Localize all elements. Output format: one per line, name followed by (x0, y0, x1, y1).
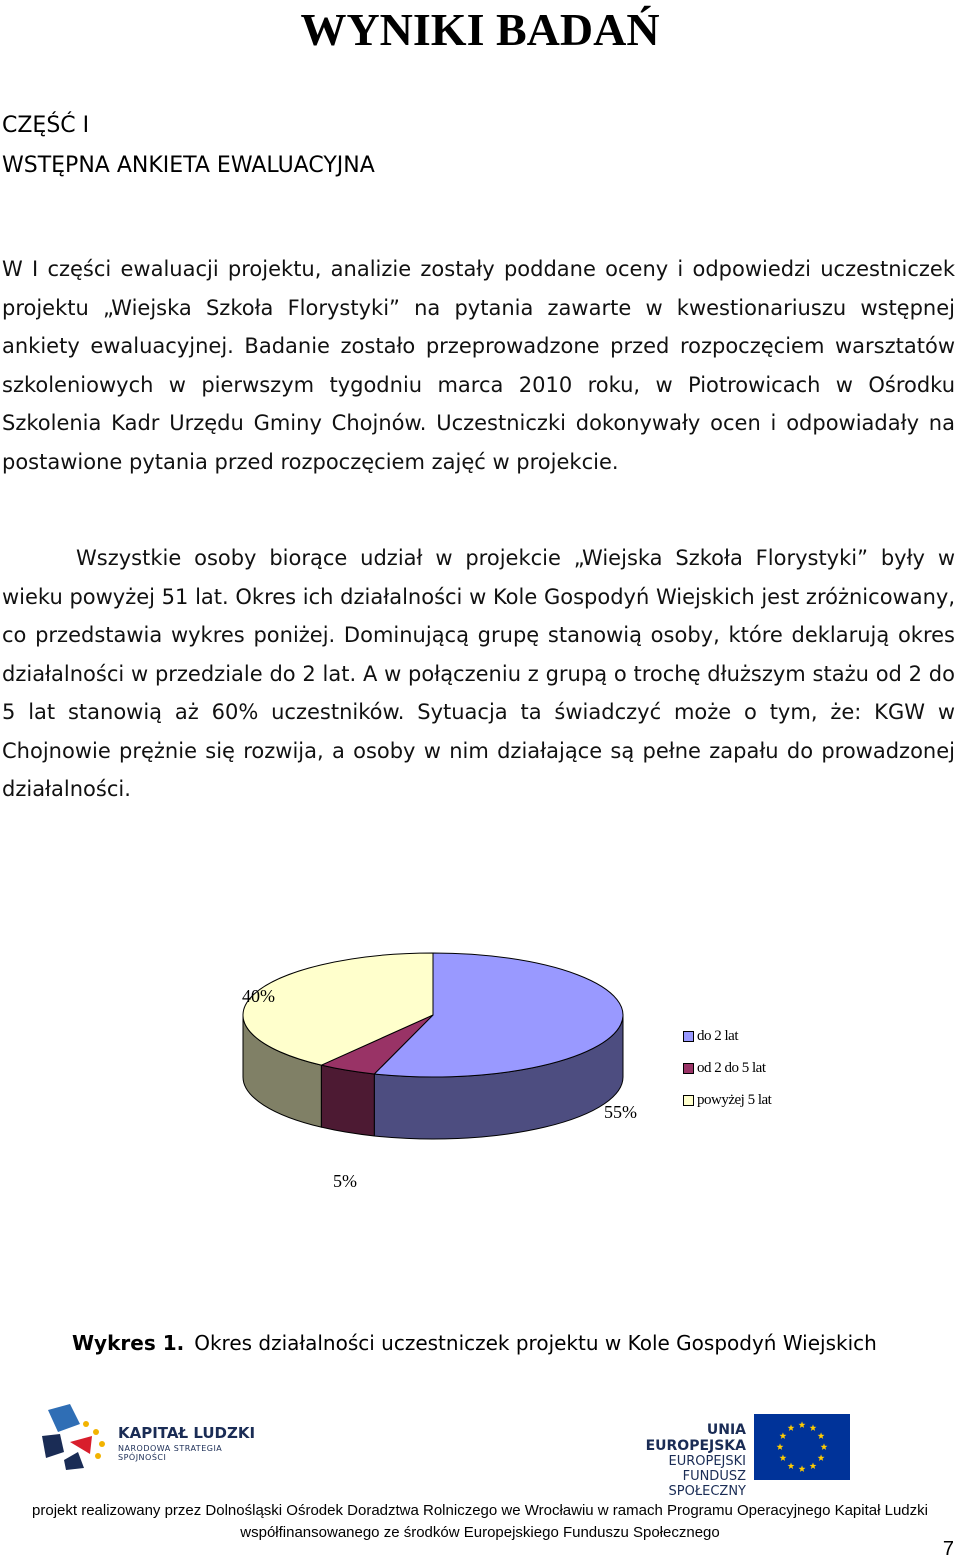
pie-slice-side (321, 1065, 374, 1136)
footer-line: współfinansowanego ze środków Europejskiego Funduszu Społecznego (240, 1524, 720, 1541)
eu-logo (612, 1414, 942, 1499)
pie-data-label: 55% (604, 1102, 637, 1122)
kapital-ludzki-text (118, 1424, 270, 1462)
eu-fund-line1: EUROPEJSKI (668, 1454, 746, 1469)
kapital-ludzki-emblem-icon (40, 1402, 114, 1472)
kapital-ludzki-name: KAPITAŁ LUDZKI (118, 1424, 256, 1442)
legend-label: powyżej 5 lat (697, 1091, 772, 1108)
section-name: WSTĘPNA ANKIETA EWALUACYJNA (2, 153, 375, 178)
pie-chart-svg (0, 940, 960, 1220)
caption-label: Wykres 1. (72, 1331, 185, 1355)
pie-chart (0, 940, 960, 1220)
caption-text: Okres działalności uczestniczek projektu w Kole Gospodyń Wiejskich (194, 1331, 877, 1355)
paragraph-intro: W I części ewaluacji projektu, analizie zostały poddane oceny i odpowiedzi uczestniczek projektu „Wiejska Szkoła Florystyki” na pytania zawarte w kwestionariuszu wstępnej ankiety ewaluacyjnej. Badanie zostało przeprowadzone przed rozpoczęciem warsztatów szkoleniowych w pierwszym tygodniu marca 2010 roku, w Piotrowicach w Ośrodku Szkolenia Kadr Urzędu Gminy Chojnów. Uczestniczki dokonywały ocen i odpowiadały na postawione pytania przed rozpoczęciem zajęć w projekcie. (2, 257, 955, 474)
legend-item (683, 1020, 771, 1052)
chart-caption (72, 1328, 877, 1358)
eu-flag-icon (754, 1414, 850, 1480)
legend-item (683, 1052, 771, 1084)
legend-item (683, 1084, 771, 1116)
section-heading (2, 106, 375, 186)
eu-name: UNIA EUROPEJSKA (645, 1422, 746, 1454)
footer-line: projekt realizowany przez Dolnośląski Ośrodek Doradztwa Rolniczego we Wrocławiu w ramach Programu Operacyjnego Kapitał Ludzki (32, 1502, 928, 1519)
paragraph-results: Wszystkie osoby biorące udział w projekcie „Wiejska Szkoła Florystyki” były w wieku powyżej 51 lat. Okres ich działalności w Kole Gospodyń Wiejskich jest zróżnicowany, co przedstawia wykres poniżej. Dominującą grupę stanowią osoby, które deklarują okres działalności w przedziale do 2 lat. A w połączeniu z grupą o trochę dłuższym stażu od 2 do 5 lat stanowią aż 60% uczestników. Sytuacja ta świadczyć może o tym, że: KGW w Chojnowie prężnie się rozwija, a osoby w nim działające są pełne zapału do prowadzonej działalności. (2, 546, 955, 801)
pie-data-label: 5% (333, 1171, 357, 1191)
page-title: WYNIKI BADAŃ (300, 4, 660, 55)
kapital-ludzki-logo (40, 1402, 270, 1482)
legend-swatch (683, 1095, 694, 1106)
eu-logo-text (612, 1422, 746, 1499)
page-number: 7 (942, 1538, 954, 1560)
eu-fund-line2: FUNDUSZ SPOŁECZNY (668, 1469, 746, 1499)
kapital-ludzki-subtitle: NARODOWA STRATEGIA SPÓJNOŚCI (118, 1444, 223, 1462)
legend-swatch (683, 1063, 694, 1074)
page-footer (0, 1500, 960, 1544)
legend-swatch (683, 1031, 694, 1042)
section-part: CZĘŚĆ I (2, 113, 90, 138)
pie-data-label: 40% (242, 986, 275, 1006)
legend-label: od 2 do 5 lat (697, 1059, 766, 1076)
legend-label: do 2 lat (697, 1027, 738, 1044)
chart-legend (683, 1020, 771, 1116)
